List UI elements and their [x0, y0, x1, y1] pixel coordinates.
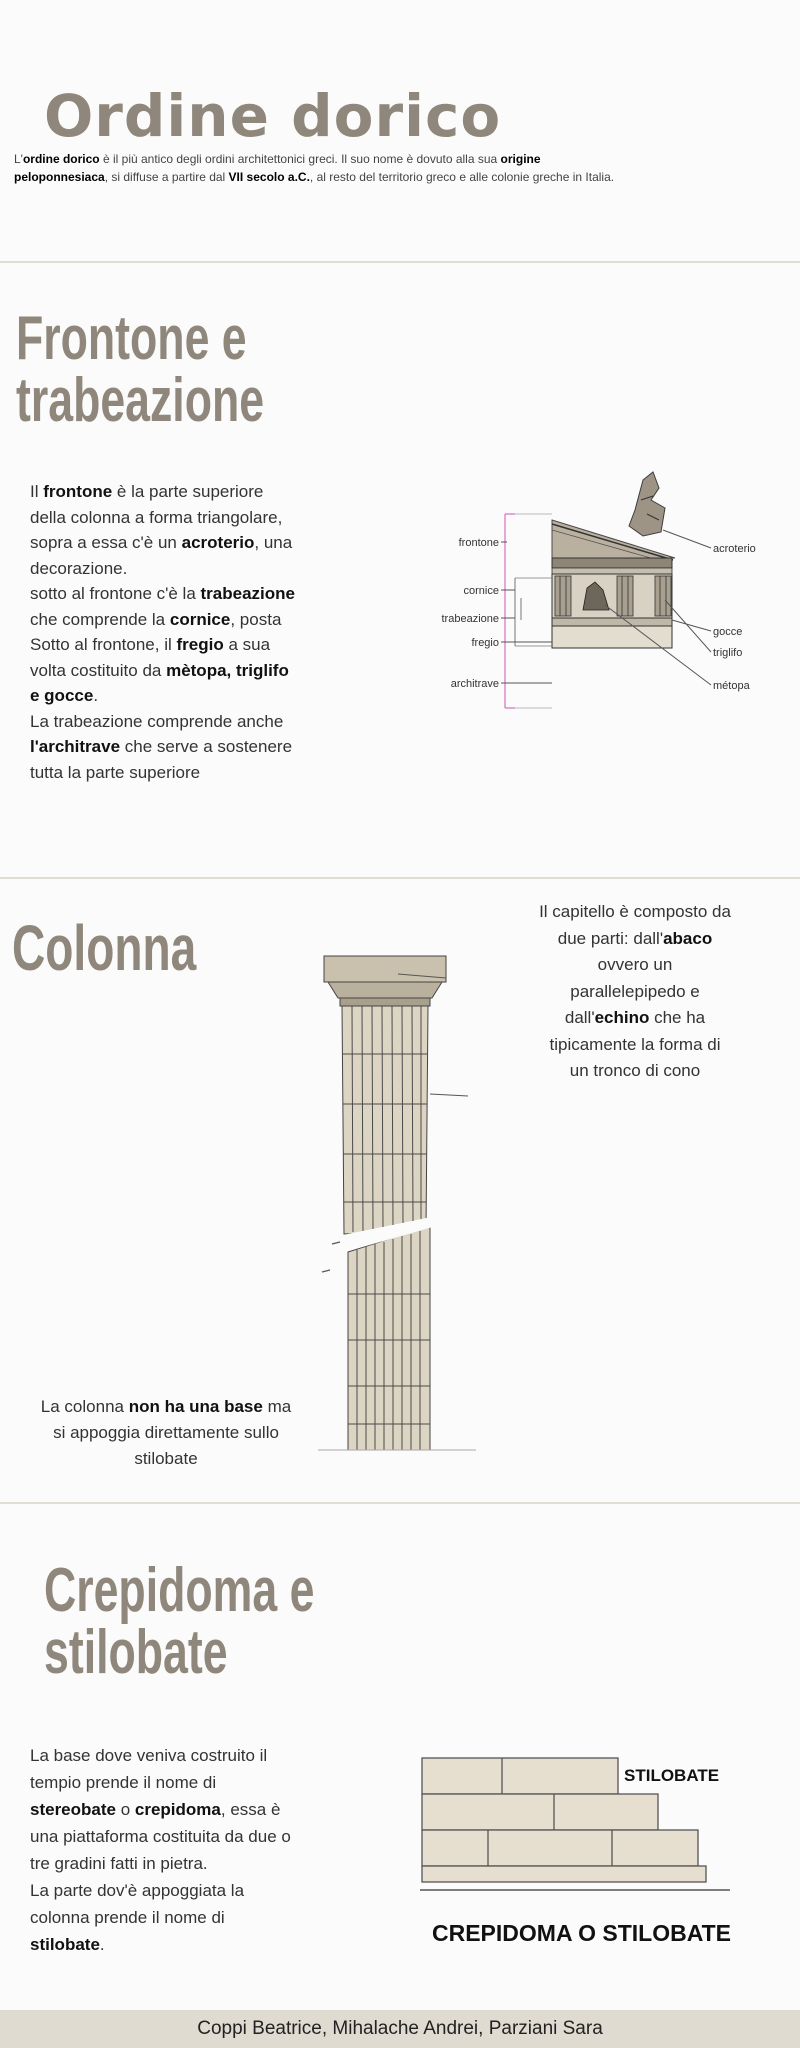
footer-bar [0, 2010, 800, 2048]
colonna-base-description: La colonna non ha una base ma si appoggia direttamente sullo stilobate [40, 1397, 292, 1468]
crepidoma-description: La base dove veniva costruito il tempio prende il nome di stereobate o crepidoma, essa è una piattaforma costituita da due o tre gradini fatti in pietra. La parte dov'è appoggiata la colonna prende il nome di stilobate. [30, 1746, 291, 1954]
step-top [422, 1758, 618, 1794]
label-triglifo: triglifo [713, 647, 743, 659]
page-title: Ordine dorico [44, 82, 502, 150]
step-plinth [422, 1866, 706, 1882]
frontone-description: Il frontone è la parte superiore della colonna a forma triangolare, sopra a essa c'è un acroterio, una decorazione. sotto al frontone c'è la trabeazione che comprende la cornice, posta Sotto al frontone, il fregio a sua volta costituito da mètopa, triglifo e gocce. La trabeazione comprende anche l'architrave che serve a sostenere tutta la parte superiore [30, 482, 295, 782]
label-trabeazione: trabeazione [441, 613, 499, 625]
footer-authors: Coppi Beatrice, Mihalache Andrei, Parziani Sara [197, 2018, 603, 2039]
section-divider [0, 877, 800, 879]
acroterion-sculpture [629, 472, 665, 536]
label-architrave: architrave [450, 678, 499, 690]
capitello-description: Il capitello è composto da due parti: dall'abaco ovvero un parallelepipedo e dall'echino che ha tipicamente la forma di un tronco di cono [539, 902, 731, 1080]
section-divider [0, 1502, 800, 1504]
cornice-shape [552, 558, 672, 568]
entablature-diagram [415, 470, 785, 720]
section-title-frontone: Frontone e trabeazione [16, 304, 265, 435]
label-acroterio: acroterio [713, 543, 756, 555]
intro-text: L'ordine dorico è il più antico degli ordini architettonici greci. Il suo nome è dovuto alla sua origine peloponnesiaca, si diffuse a partire dal VII secolo a.C., al resto del territorio greco e alle colonie greche in Italia. [14, 152, 615, 184]
step-bottom [422, 1830, 698, 1866]
column-illustration [318, 954, 478, 1454]
label-fregio: fregio [471, 637, 499, 649]
step-middle [422, 1794, 658, 1830]
section-divider [0, 261, 800, 263]
echinus-shape [328, 982, 442, 998]
section-title-crepidoma: Crepidoma e stilobate [44, 1556, 315, 1687]
label-stilobate: STILOBATE [624, 1766, 720, 1785]
section-title-colonna: Colonna [12, 912, 197, 984]
label-metopa: métopa [713, 680, 750, 692]
abacus-shape [324, 956, 446, 982]
label-cornice: cornice [463, 585, 499, 597]
label-gocce: gocce [713, 626, 743, 638]
label-crepidoma: CREPIDOMA O STILOBATE [432, 1920, 731, 1946]
architrave-shape [552, 618, 672, 626]
label-frontone: frontone [458, 537, 499, 549]
